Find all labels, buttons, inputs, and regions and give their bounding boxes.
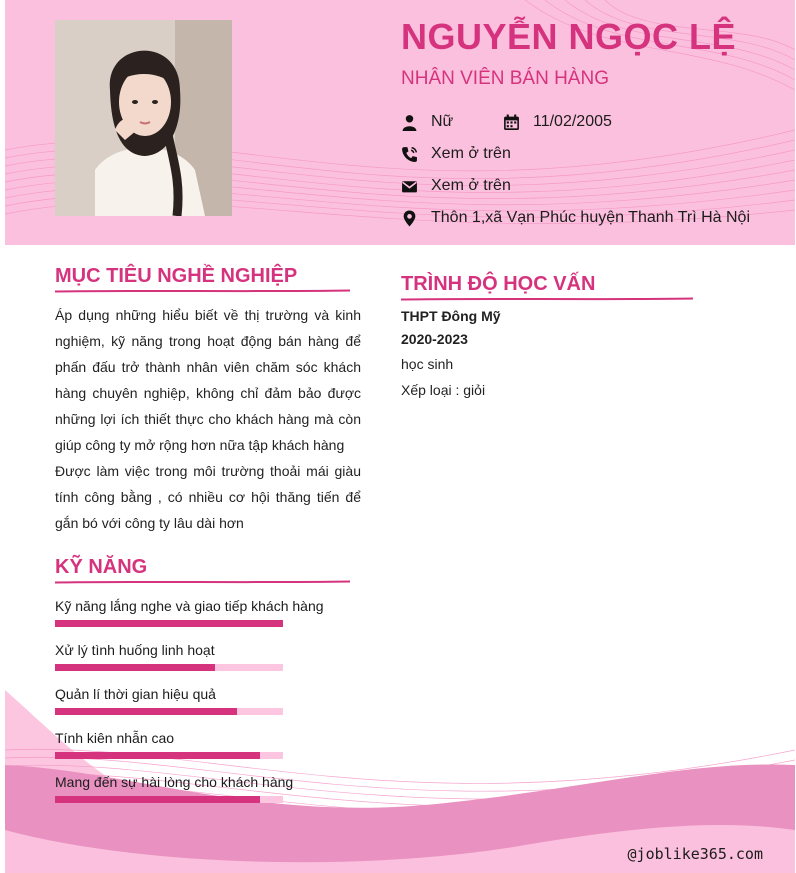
email-value[interactable]: Xem ở trên — [431, 177, 511, 194]
profile-photo — [55, 20, 232, 216]
skill-label: Tính kiên nhẫn cao — [55, 730, 175, 746]
skill-bar-fill — [55, 620, 283, 627]
address-row — [401, 209, 750, 227]
education-title: TRÌNH ĐỘ HỌC VẤN — [401, 273, 596, 295]
objective-paragraph-2: Được làm việc trong môi trường thoải mái giàu tính công bằng , có nhiều cơ hội thăng tiến để gắn bó với công ty lâu dài hơn — [55, 463, 361, 531]
objective-text — [55, 302, 361, 536]
cv-page — [5, 0, 795, 873]
phone-icon — [401, 146, 418, 163]
skill-bar-fill — [55, 796, 260, 803]
education-period: 2020-2023 — [401, 331, 468, 347]
skill-bar — [55, 708, 283, 715]
birthday-value: 11/02/2005 — [533, 113, 612, 130]
email-icon — [401, 178, 418, 195]
skill-label: Quản lí thời gian hiệu quả — [55, 686, 216, 702]
portrait-illustration — [55, 20, 232, 216]
objective-underline — [55, 289, 350, 293]
phone-value[interactable]: Xem ở trên — [431, 145, 511, 162]
skill-bar-fill — [55, 708, 237, 715]
gender-row — [401, 113, 453, 131]
calendar-icon — [503, 114, 520, 131]
candidate-position: NHÂN VIÊN BÁN HÀNG — [401, 68, 609, 89]
gender-value: Nữ — [431, 113, 454, 130]
skill-label: Xử lý tình huống linh hoạt — [55, 642, 215, 658]
skill-bar — [55, 796, 283, 803]
skill-bar — [55, 752, 283, 759]
education-underline — [401, 297, 693, 301]
email-row — [401, 177, 511, 195]
address-value: Thôn 1,xã Vạn Phúc huyện Thanh Trì Hà Nội — [431, 209, 751, 226]
header — [5, 0, 795, 245]
education-school: THPT Đông Mỹ — [401, 308, 501, 324]
skill-label: Kỹ năng lắng nghe và giao tiếp khách hàng — [55, 598, 324, 614]
education-major: học sinh — [401, 356, 454, 372]
objective-title: MỤC TIÊU NGHỀ NGHIỆP — [55, 265, 298, 287]
skills-title: KỸ NĂNG — [55, 556, 148, 578]
skill-bar-fill — [55, 752, 260, 759]
skills-underline — [55, 580, 350, 584]
skill-label: Mang đến sự hài lòng cho khách hàng — [55, 774, 294, 790]
watermark: @joblike365.com — [627, 845, 763, 863]
birthday-row — [503, 113, 612, 131]
skill-bar — [55, 664, 283, 671]
skill-bar-fill — [55, 664, 215, 671]
location-icon — [401, 210, 418, 227]
skill-bar — [55, 620, 283, 627]
education-grade: Xếp loại : giỏi — [401, 382, 486, 398]
user-icon — [401, 114, 418, 131]
phone-row — [401, 145, 511, 163]
objective-paragraph-1: Áp dụng những hiểu biết về thị trường và kinh nghiệm, kỹ năng trong hoạt động bán hàng để phấn đấu trở thành nhân viên chăm sóc khách hàng chuyên nghiệp, không chỉ đảm bảo được những lợi ích thiết thực cho khách hàng mà còn giúp công ty mở rộng hơn nữa tập khách hàng — [55, 307, 361, 453]
candidate-name: NGUYỄN NGỌC LỆ — [401, 16, 737, 57]
